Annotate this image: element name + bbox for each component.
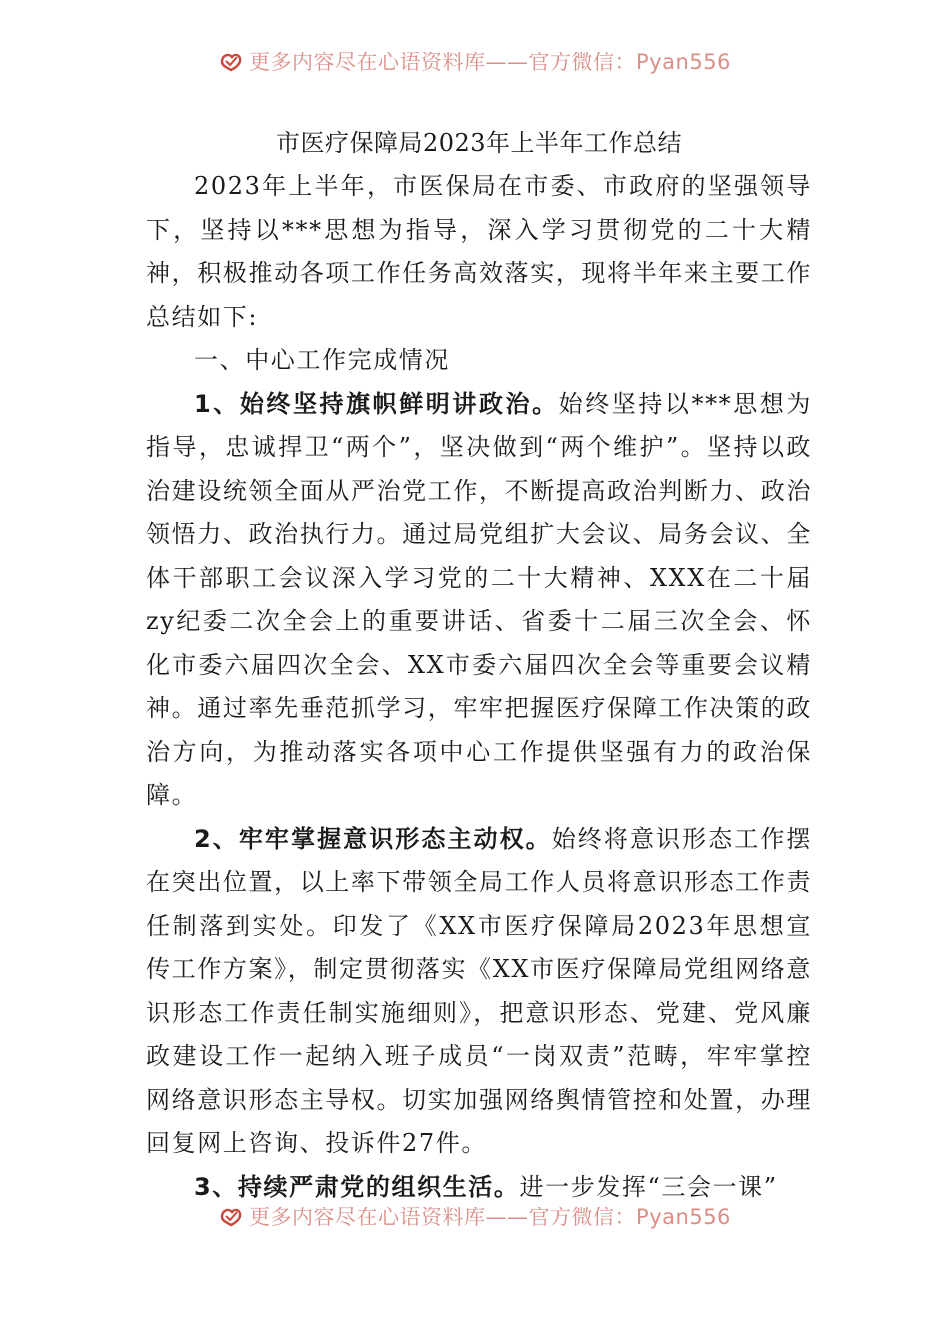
watermark-logo-icon (219, 52, 243, 72)
item-body: 进一步发挥“三会一课” (519, 1172, 778, 1201)
document-body (146, 122, 812, 1209)
item-paragraph (146, 383, 812, 818)
item-body: 始终坚持以***思想为指导，忠诚捍卫“两个”，坚决做到“两个维护”。坚持以政治建设统领全面从严治党工作，不断提高政治判断力、政治领悟力、政治执行力。通过局党组扩大会议、局务会议、全体干部职工会议深入学习党的二十大精神、XXX在二十届zy纪委二次全会上的重要讲话、省委十二届三次全会、怀化市委六届四次全会、XX市委六届四次全会等重要会议精神。通过率先垂范抓学习，牢牢把握医疗保障工作决策的政治方向，为推动落实各项中心工作提供坚强有力的政治保障。 (146, 389, 812, 809)
item-paragraph (146, 818, 812, 1166)
item-body: 始终将意识形态工作摆在突出位置，以上率下带领全局工作人员将意识形态工作责任制落到实处。印发了《XX市医疗保障局2023年思想宣传工作方案》，制定贯彻落实《XX市医疗保障局党组网络意识形态工作责任制实施细则》，把意识形态、党建、党风廉政建设工作一起纳入班子成员“一岗双责”范畴，牢牢掌控网络意识形态主导权。切实加强网络舆情管控和处置，办理回复网上咨询、投诉件27件。 (146, 824, 812, 1157)
section-heading: 一、中心工作完成情况 (194, 346, 450, 374)
item-lead: 2、牢牢掌握意识形态主动权。 (194, 824, 552, 853)
document-title: 市医疗保障局2023年上半年工作总结 (275, 129, 683, 157)
item-paragraph (146, 1166, 812, 1210)
watermark-banner-bottom (0, 1207, 950, 1243)
item-lead: 1、始终坚持旗帜鲜明讲政治。 (194, 389, 559, 418)
watermark-banner-top (0, 52, 950, 88)
watermark-text: 更多内容尽在心语资料库——官方微信：Pyan556 (249, 1207, 731, 1229)
watermark-logo-icon (219, 1207, 243, 1227)
intro-paragraph: 2023年上半年，市医保局在市委、市政府的坚强领导下，坚持以***思想为指导，深入学习贯彻党的二十大精神，积极推动各项工作任务高效落实，现将半年来主要工作总结如下: (146, 172, 812, 331)
watermark-text: 更多内容尽在心语资料库——官方微信：Pyan556 (249, 52, 731, 74)
item-lead: 3、持续严肃党的组织生活。 (194, 1172, 520, 1201)
